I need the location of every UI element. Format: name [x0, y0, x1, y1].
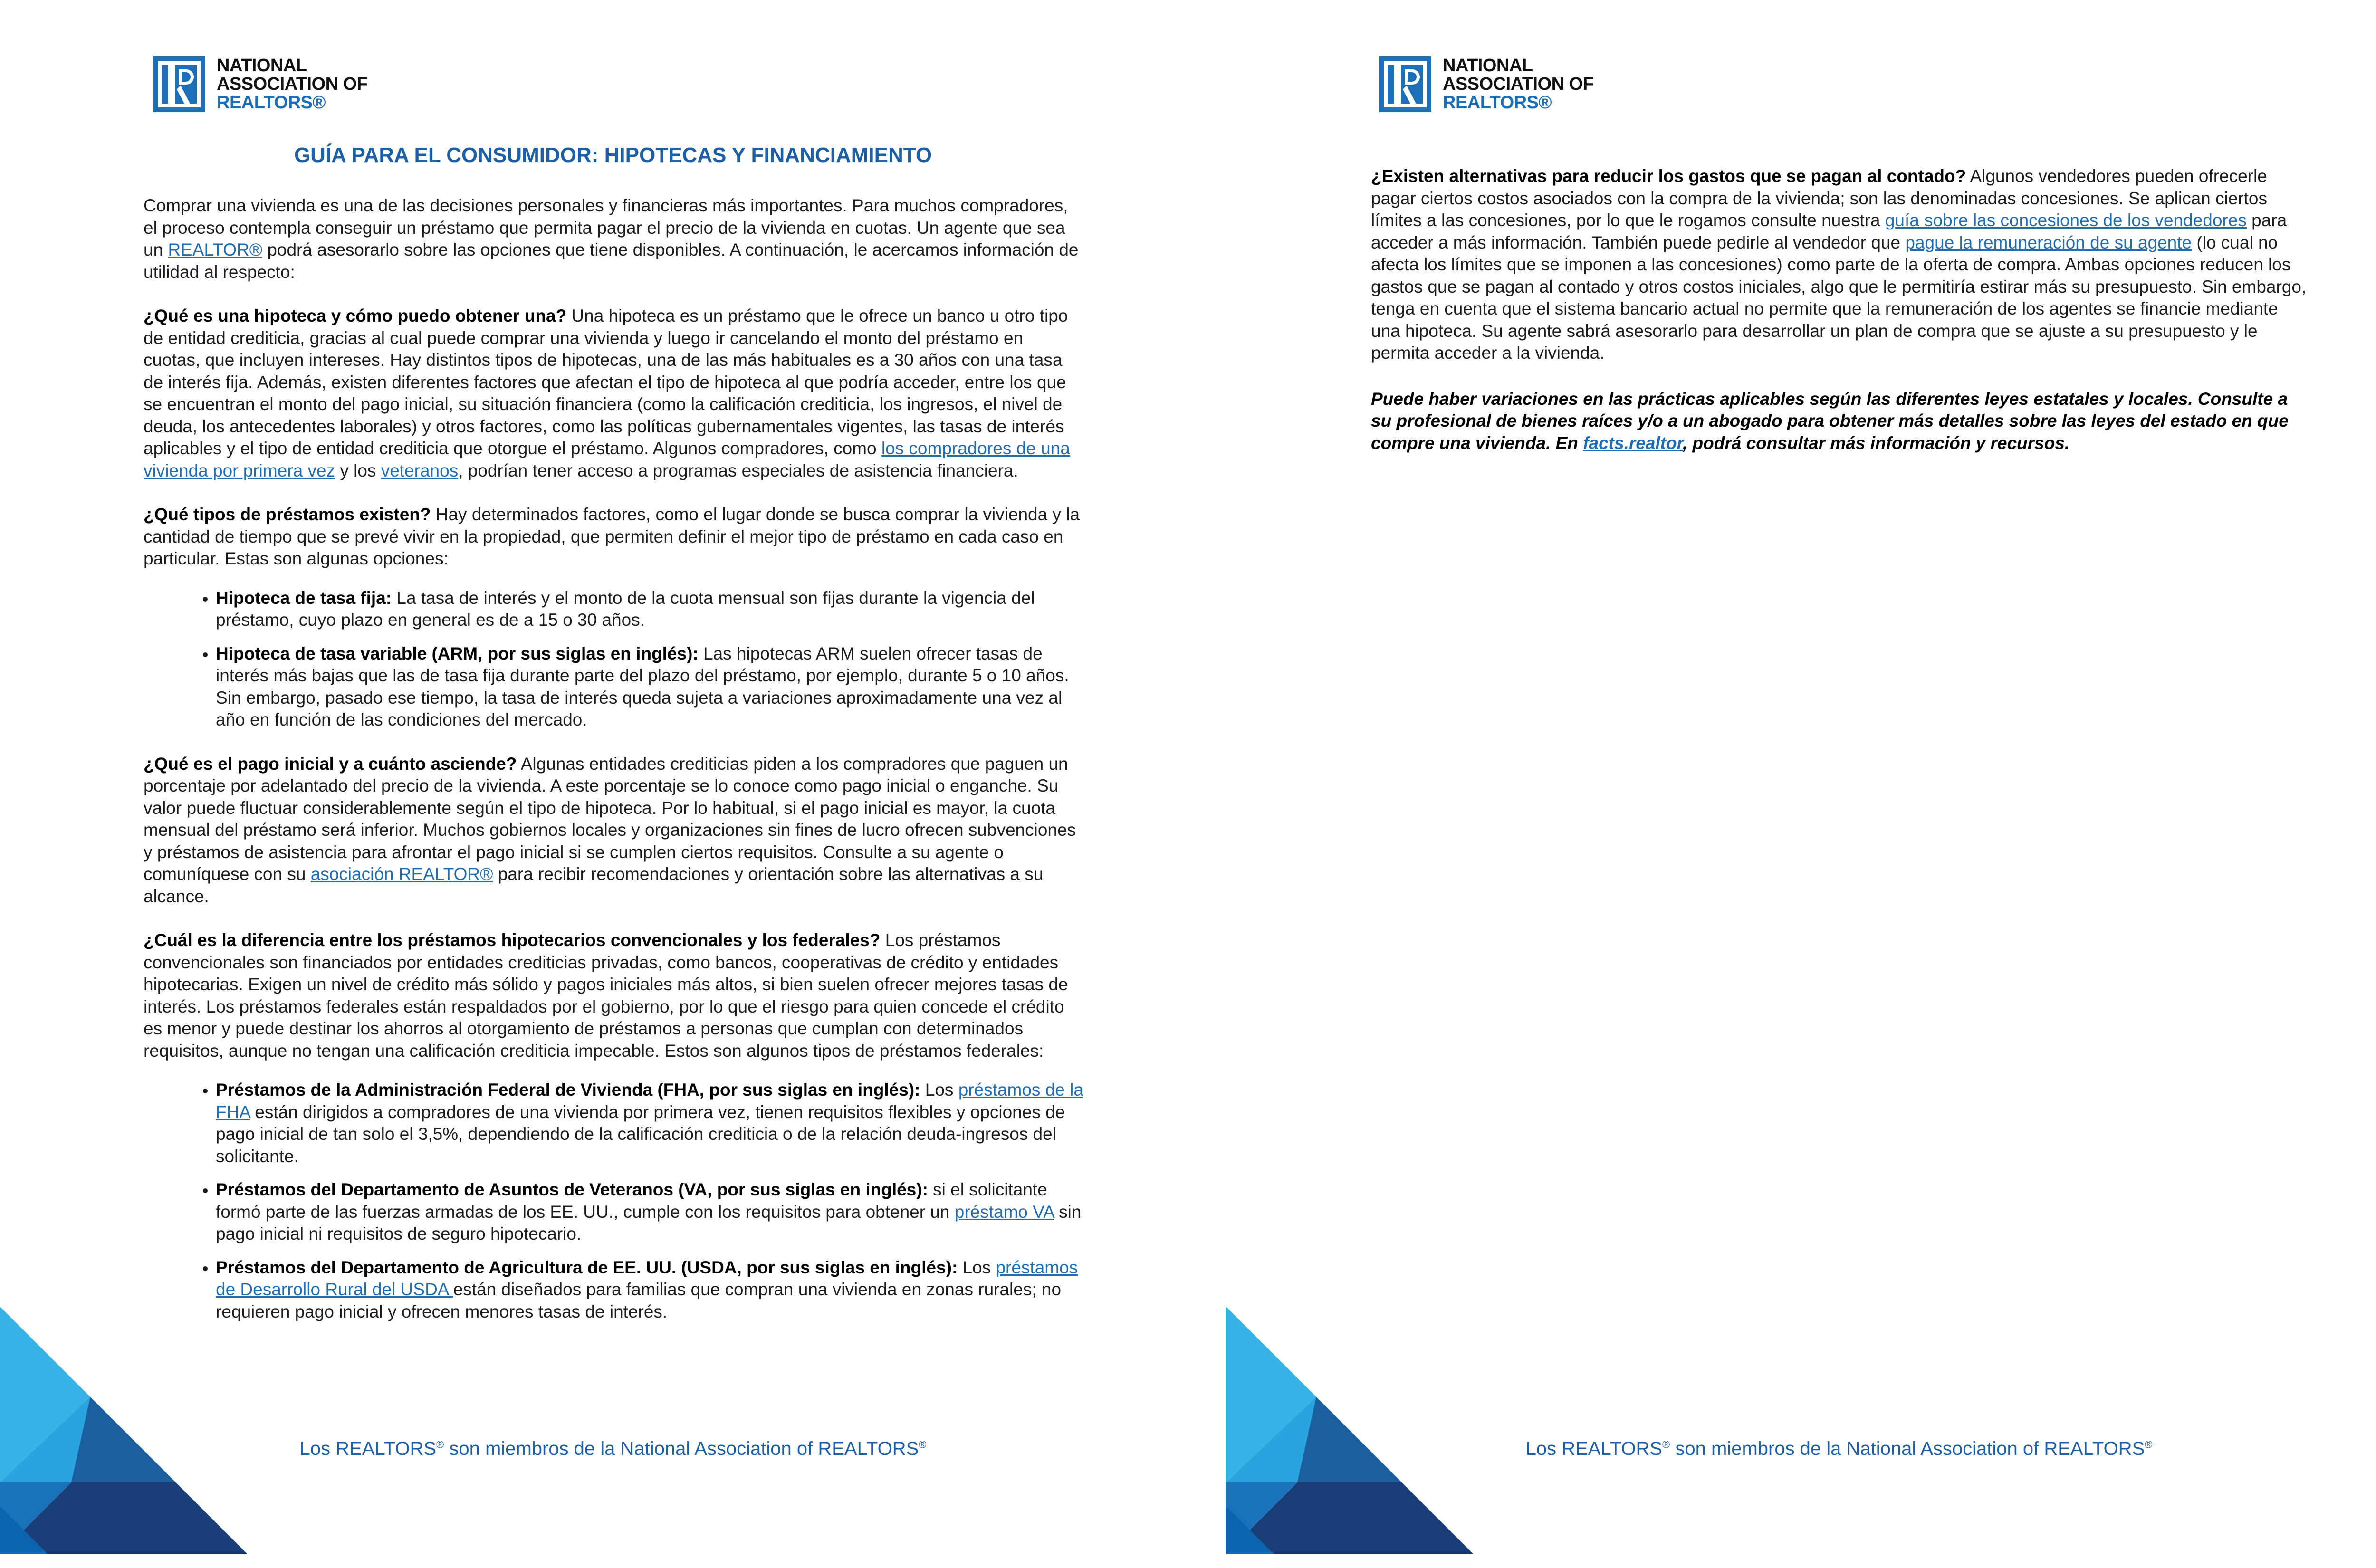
federal-loans-list — [144, 1079, 1084, 1323]
footer-registered-mark-2: ® — [2145, 1438, 2153, 1451]
upfront-costs-heading: ¿Existen alternativas para reducir los gastos que se pagan al contado? — [1371, 166, 1966, 186]
blue-triangle-corner-icon — [1226, 1307, 1473, 1554]
usda-loans-link[interactable]: préstamos de Desarrollo Rural del USDA — [216, 1257, 1078, 1299]
page-title: GUÍA PARA EL CONSUMIDOR: HIPOTECAS Y FINANCIAMIENTO — [294, 143, 932, 167]
footer-text-1: Los REALTORS — [1525, 1438, 1663, 1459]
down-payment-paragraph — [144, 753, 1084, 908]
page-footer — [143, 1438, 1083, 1460]
arm-label: Hipoteca de tasa variable (ARM, por sus siglas en inglés): — [216, 643, 699, 663]
logo-line-3: REALTORS® — [217, 92, 326, 113]
loan-types-paragraph — [144, 504, 1084, 570]
legal-note-text-1: Puede haber variaciones en las prácticas aplicables según las diferentes leyes estatales y locales. Consulte a su profesional de bienes raíces y/o a un abogado para obtener más detalles sobre las leyes del estado en que compre una vivienda. En — [1371, 389, 2289, 453]
mortgage-definition-text-2: y los — [335, 460, 381, 480]
logo-line-1: NATIONAL — [1443, 55, 1533, 76]
conventional-vs-federal-text: Los préstamos convencionales son financiados por entidades crediticias privadas, como bancos, cooperativas de crédito y entidades hipotecarias. Exigen un nivel de crédito más sólido y pagos iniciales más altos, si bien suelen ofrecer mejores tasas de interés. Los préstamos federales están respaldados por el gobierno, por lo que el riesgo para quien concede el crédito es menor y puede destinar los ahorros al otorgamiento de préstamos a personas que cumplan con determinados requisitos, aunque no tengan una calificación crediticia impecable. Estos son algunos tipos de préstamos federales: — [144, 930, 1068, 1061]
list-item — [216, 1079, 1084, 1167]
nar-logo — [153, 56, 367, 112]
mortgage-definition-paragraph — [144, 305, 1084, 482]
seller-concessions-guide-link[interactable]: guía sobre las concesiones de los vendedores — [1885, 210, 2247, 230]
usda-label: Préstamos del Departamento de Agricultura de EE. UU. (USDA, por sus siglas en inglés): — [216, 1257, 958, 1277]
loan-types-list — [144, 587, 1084, 731]
down-payment-text-2: para recibir recomendaciones y orientación sobre las alternativas a su alcance. — [144, 864, 1044, 906]
list-item — [216, 1257, 1084, 1323]
mortgage-definition-text-1: Una hipoteca es un préstamo que le ofrece un banco u otro tipo de entidad crediticia, gracias al cual puede comprar una vivienda y luego ir cancelando el monto del préstamo en cuotas, que incluyen intereses. Hay distintos tipos de hipotecas, una de las más habituales es a 30 años con una tasa de interés fija. Además, existen diferentes factores que afectan el tipo de hipoteca al que podría acceder, entre los que se encuentran el monto del pago inicial, su situación financiera (como la calificación crediticia, los ingresos, el nivel de deuda, los antecedentes laborales) y otros factores, como las políticas gubernamentales vigentes, las tasas de interés aplicables y el tipo de entidad crediticia que otorgue el préstamo. Algunos compradores, como — [144, 306, 1068, 458]
legal-note — [1371, 388, 2312, 455]
facts-realtor-link[interactable]: facts.realtor — [1583, 433, 1683, 453]
conventional-vs-federal-heading: ¿Cuál es la diferencia entre los préstamos hipotecarios convencionales y los federales? — [144, 930, 881, 950]
logo-line-1: NATIONAL — [217, 55, 307, 76]
page-2-body — [1371, 165, 2312, 476]
loan-types-heading: ¿Qué tipos de préstamos existen? — [144, 505, 431, 524]
upfront-costs-text-2: para acceder a más información. También puede pedirle al vendedor que — [1371, 210, 2287, 252]
footer-registered-mark: ® — [1662, 1438, 1670, 1451]
intro-text-1: Comprar una vivienda es una de las decisiones personales y financieras más importantes. Para muchos compradores, el proceso contempla conseguir un préstamo que permita pagar el precio de la vivienda en cuotas. Un agente que sea un — [144, 196, 1068, 259]
upfront-costs-text-1: Algunos vendedores pueden ofrecerle pagar ciertos costos asociados con la compra de la vivienda; son las denominadas concesiones. Se aplican ciertos límites a las concesiones, por lo que le rogamos consulte nuestra — [1371, 166, 2268, 230]
down-payment-heading: ¿Qué es el pago inicial y a cuánto asciende? — [144, 754, 517, 774]
list-item — [216, 643, 1084, 731]
logo-line-2: ASSOCIATION OF — [1443, 74, 1594, 94]
nar-r-logo-icon — [1379, 56, 1431, 112]
upfront-costs-paragraph — [1371, 165, 2312, 364]
first-time-buyers-link[interactable]: los compradores de una vivienda por primera vez — [144, 439, 1070, 480]
list-item — [216, 1179, 1084, 1245]
fha-text: están dirigidos a compradores de una vivienda por primera vez, tienen requisitos flexibles y opciones de pago inicial de tan solo el 3,5%, dependiendo de la calificación crediticia o de la relación deuda-ingresos del solicitante. — [216, 1102, 1065, 1166]
va-loan-link[interactable]: préstamo VA — [954, 1202, 1054, 1222]
footer-registered-mark-2: ® — [919, 1438, 927, 1451]
nar-r-logo-icon — [153, 56, 205, 112]
intro-text-2: podrá asesorarlo sobre las opciones que tiene disponibles. A continuación, le acercamos información de utilidad al respecto: — [144, 240, 1079, 282]
footer-registered-mark: ® — [436, 1438, 444, 1451]
mortgage-definition-heading: ¿Qué es una hipoteca y cómo puedo obtener una? — [144, 306, 567, 325]
conventional-vs-federal-paragraph — [144, 929, 1084, 1062]
loan-types-text: Hay determinados factores, como el lugar donde se busca comprar la vivienda y la cantidad de tiempo que se prevé vivir en la propiedad, que permiten definir el mejor tipo de préstamo en cada caso en particular. Estas son algunas opciones: — [144, 505, 1080, 568]
usda-pre: Los — [958, 1257, 996, 1277]
fixed-rate-text: La tasa de interés y el monto de la cuota mensual son fijas durante la vigencia del préstamo, cuyo plazo en general es de a 15 o 30 años. — [216, 588, 1035, 630]
realtor-association-link[interactable]: asociación REALTOR® — [310, 864, 493, 884]
va-label: Préstamos del Departamento de Asuntos de Veteranos (VA, por sus siglas en inglés): — [216, 1180, 928, 1199]
page-1-body — [144, 195, 1084, 1345]
page-footer — [1369, 1438, 2309, 1460]
upfront-costs-text-3: (lo cual no afecta los límites que se imponen a las concesiones) como parte de la oferta de compra. Ambas opciones reducen los gastos que se pagan al contado y otros costos iniciales, algo que le permitiría estirar más su presupuesto. Sin embargo, tenga en cuenta que el sistema bancario actual no permite que la remuneración de los agentes se financie mediante una hipoteca. Su agente sabrá asesorarlo para desarrollar un plan de compra que se ajuste a su presupuesto y le permita acceder a la vivienda. — [1371, 232, 2307, 363]
fha-label: Préstamos de la Administración Federal de Vivienda (FHA, por sus siglas en inglés): — [216, 1080, 920, 1100]
arm-text: Las hipotecas ARM suelen ofrecer tasas de interés más bajas que las de tasa fija durante parte del plazo del préstamo, por ejemplo, durante 5 o 10 años. Sin embargo, pasado ese tiempo, la tasa de interés queda sujeta a variaciones aproximadamente una vez al año en función de las condiciones del mercado. — [216, 643, 1069, 729]
logo-line-2: ASSOCIATION OF — [217, 74, 368, 94]
list-item — [216, 587, 1084, 631]
logo-text — [1443, 57, 1593, 112]
nar-logo — [1379, 56, 1593, 112]
va-text: sin pago inicial ni requisitos de seguro hipotecario. — [216, 1202, 1082, 1243]
footer-text-2: son miembros de la National Association of REALTORS — [1670, 1438, 2145, 1459]
fixed-rate-label: Hipoteca de tasa fija: — [216, 588, 392, 608]
footer-text-2: son miembros de la National Association of REALTORS — [444, 1438, 919, 1459]
down-payment-text-1: Algunas entidades crediticias piden a los compradores que paguen un porcentaje por adelantado del precio de la vivienda. A este porcentaje se lo conoce como pago inicial o enganche. Su valor puede fluctuar considerablemente según el tipo de hipoteca. Por lo habitual, si el pago inicial es mayor, la cuota mensual del préstamo será inferior. Muchos gobiernos locales y organizaciones sin fines de lucro ofrecen subvenciones y préstamos de asistencia para afrontar el pago inicial si se cumplen ciertos requisitos. Consulte a su agente o comuníquese con su — [144, 754, 1076, 884]
footer-text-1: Los REALTORS — [299, 1438, 437, 1459]
realtor-link[interactable]: REALTOR® — [168, 240, 263, 259]
va-pre: si el solicitante formó parte de las fuerzas armadas de los EE. UU., cumple con los requisitos para obtener un — [216, 1180, 1047, 1222]
fha-pre: Los — [920, 1080, 958, 1100]
blue-triangle-corner-icon — [0, 1307, 247, 1554]
legal-note-text-2: , podrá consultar más información y recursos. — [1682, 433, 2070, 453]
logo-text — [217, 57, 367, 112]
veterans-link[interactable]: veteranos — [381, 460, 459, 480]
usda-text: están diseñados para familias que compran una vivienda en zonas rurales; no requieren pago inicial y ofrecen menores tasas de interés. — [216, 1280, 1062, 1321]
mortgage-definition-text-3: , podrían tener acceso a programas especiales de asistencia financiera. — [458, 460, 1018, 480]
intro-paragraph — [144, 195, 1084, 283]
logo-line-3: REALTORS® — [1443, 92, 1552, 113]
agent-compensation-link[interactable]: pague la remuneración de su agente — [1905, 232, 2192, 252]
document-page-2 — [1226, 0, 2376, 1568]
fha-loans-link[interactable]: préstamos de la FHA — [216, 1080, 1083, 1122]
